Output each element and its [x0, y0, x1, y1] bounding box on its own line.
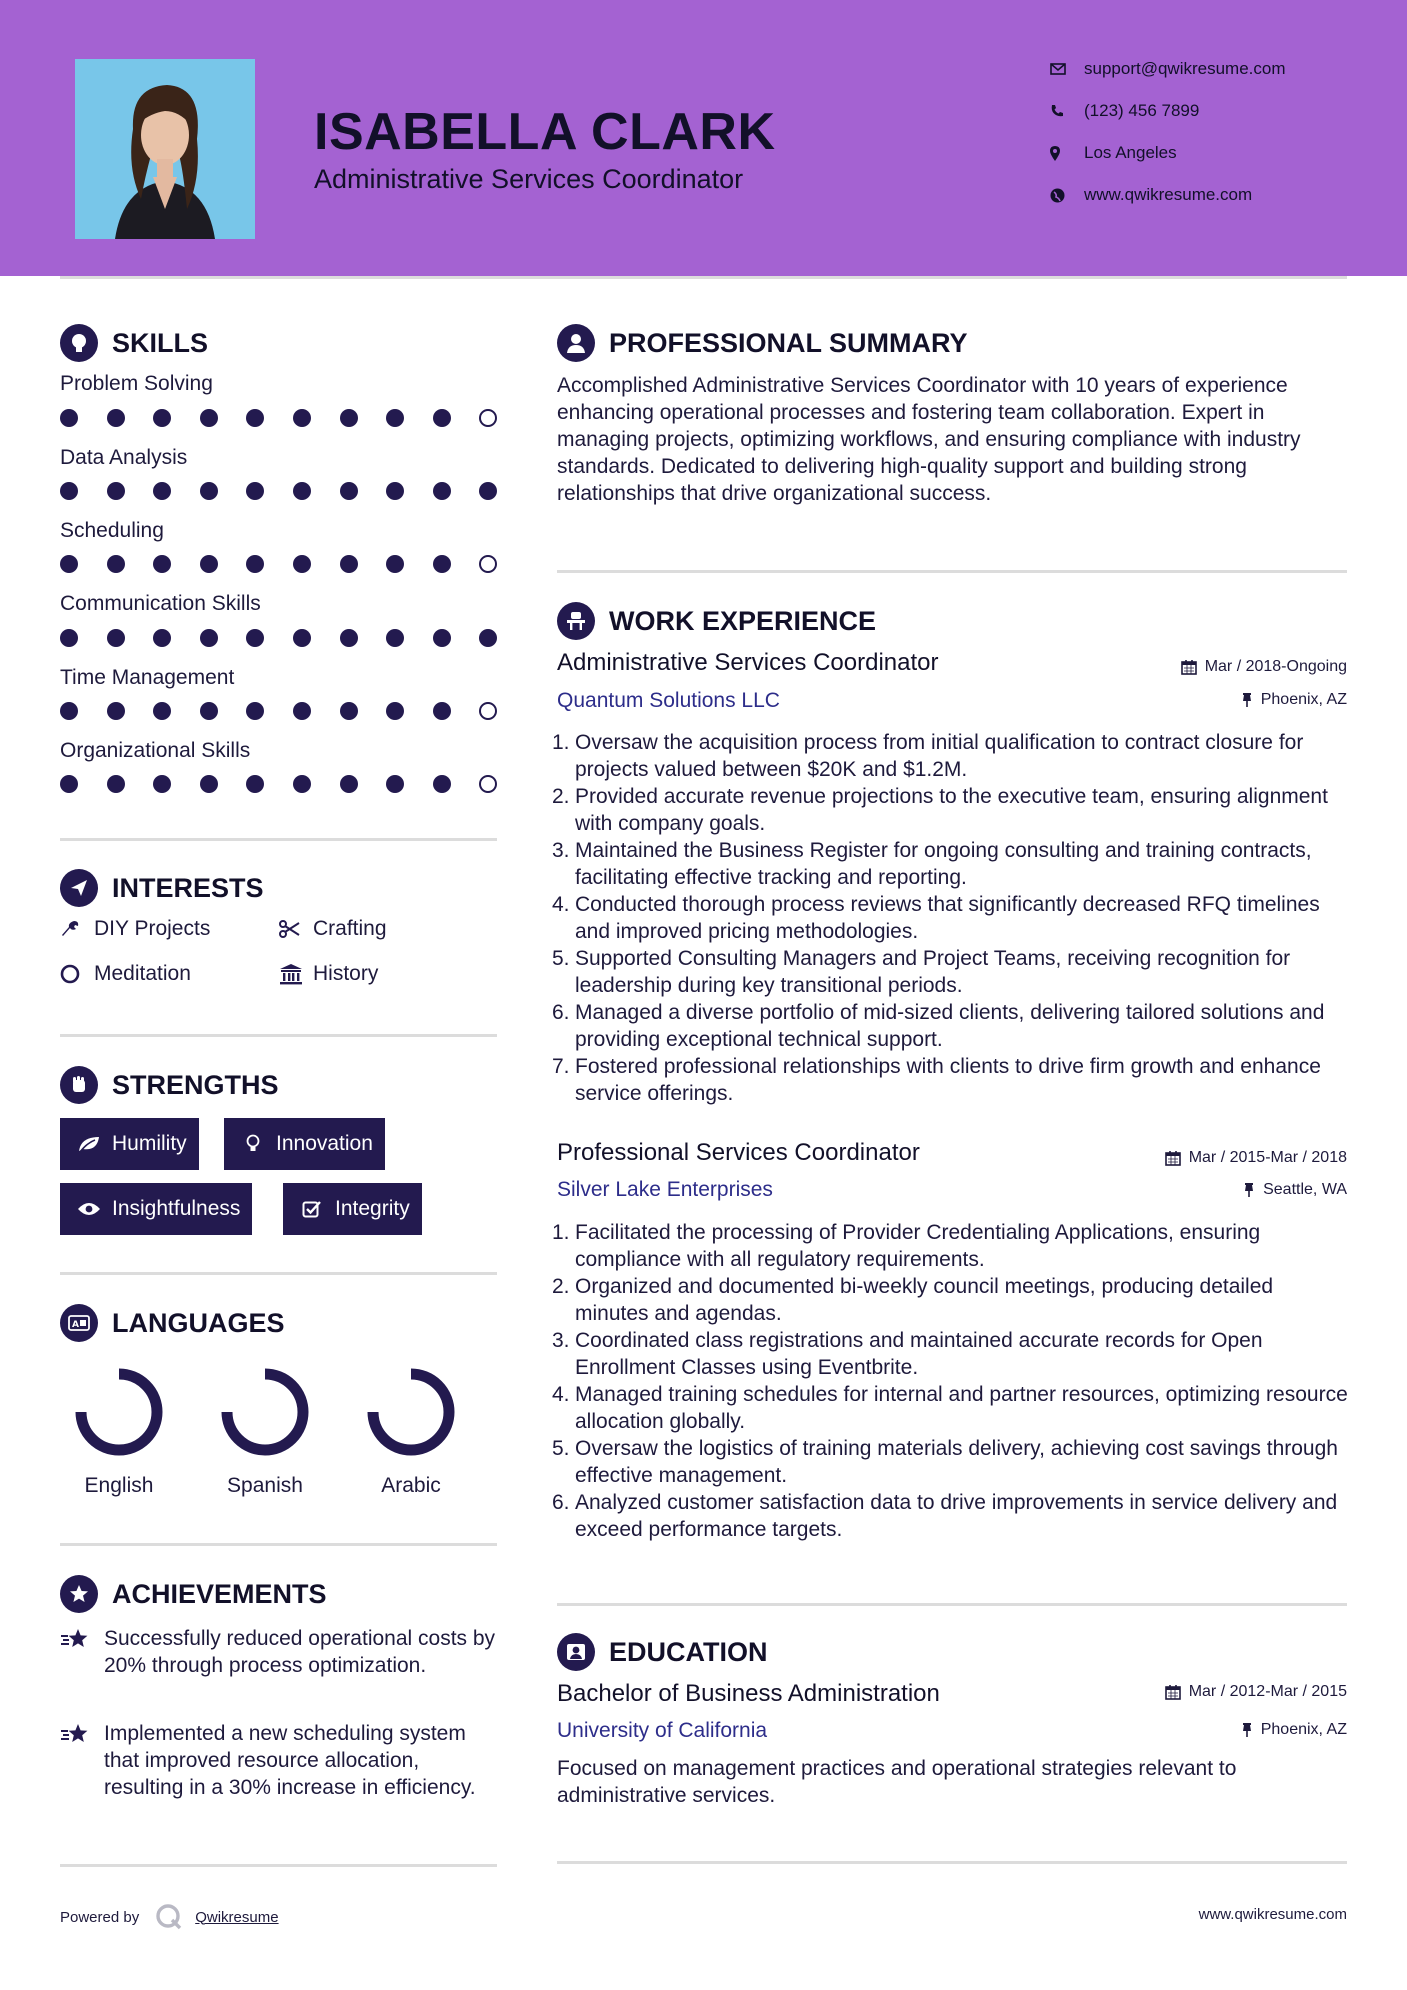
- qwikresume-link[interactable]: Qwikresume: [195, 1908, 279, 1926]
- bullet-text: Analyzed customer satisfaction data to drive improvements in service delivery and exceed performance targets.: [575, 1491, 1338, 1541]
- summary-text: Accomplished Administrative Services Coordinator with 10 years of experience enhancing operational processes and fostering team collaboration. Expert in managing projects, optimizing workflows, and ensuring compliance with industry standards. Dedicated to delivering high-quality support and building strong relationships that drive organizational success.: [557, 374, 1301, 505]
- skill-dot-filled: [60, 629, 78, 647]
- skill-dot-filled: [200, 702, 218, 720]
- languages-title: LANGUAGES: [112, 1307, 285, 1338]
- skill-dot-filled: [200, 775, 218, 793]
- job-bullet: [552, 783, 1352, 837]
- job-bullet: [552, 1219, 1352, 1273]
- skill-dot-filled: [293, 775, 311, 793]
- education-location-text: Phoenix, AZ: [1260, 1721, 1347, 1738]
- job-location-text: Phoenix, AZ: [1260, 691, 1347, 708]
- contact-phone-text: (123) 456 7899: [1084, 101, 1200, 120]
- qwikresume-logo-icon: [155, 1903, 183, 1931]
- skill-dot-empty: [479, 555, 497, 573]
- bullet-text: Fostered professional relationships with clients to drive firm growth and enhance service offerings.: [575, 1055, 1321, 1105]
- interest-label: Meditation: [94, 962, 191, 985]
- graduate-icon: [557, 1633, 595, 1671]
- language-level-arc: [81, 1374, 157, 1450]
- skill-dot-filled: [293, 555, 311, 573]
- bullet-text: Organized and documented bi-weekly council meetings, producing detailed minutes and agendas.: [575, 1275, 1274, 1325]
- strength-tag: [60, 1118, 199, 1170]
- job-bullet: [552, 1053, 1352, 1107]
- leaf-icon: [72, 1135, 106, 1153]
- skill-dot-filled: [153, 629, 171, 647]
- section-divider: [60, 1543, 497, 1546]
- skill-dot-filled: [479, 629, 497, 647]
- bullet-text: Managed training schedules for internal and partner resources, optimizing resource allocation globally.: [575, 1383, 1348, 1433]
- education-school: University of California: [557, 1719, 768, 1742]
- skill-dot-filled: [433, 629, 451, 647]
- skill-dot-filled: [340, 482, 358, 500]
- skill-rating: [60, 629, 500, 649]
- language-dial: [64, 1362, 174, 1462]
- strength-label: Innovation: [276, 1132, 373, 1155]
- bullet-text: Provided accurate revenue projections to the executive team, ensuring alignment with company goals.: [575, 785, 1328, 835]
- skill-dot-filled: [293, 409, 311, 427]
- skill-rating: [60, 775, 500, 795]
- skill-label: Problem Solving: [60, 372, 213, 395]
- skill-dot-filled: [107, 409, 125, 427]
- job-bullet: [552, 1435, 1352, 1489]
- globe-icon: [1050, 188, 1084, 203]
- circle-icon: [60, 964, 94, 984]
- education-location: [1241, 1721, 1347, 1739]
- interest-item: [279, 917, 387, 941]
- footer-website[interactable]: www.qwikresume.com: [1198, 1906, 1347, 1923]
- strength-tag: [60, 1183, 252, 1235]
- skills-title: SKILLS: [112, 327, 209, 358]
- skill-dot-filled: [340, 555, 358, 573]
- powered-by-label: Powered by: [60, 1908, 140, 1926]
- skill-dot-filled: [479, 482, 497, 500]
- strength-tag: [224, 1118, 385, 1170]
- institution-icon: [279, 963, 313, 985]
- header-divider: [60, 276, 1347, 279]
- skill-dot-filled: [386, 482, 404, 500]
- job-company: Quantum Solutions LLC: [557, 689, 780, 712]
- interest-item: [60, 917, 210, 941]
- language-label: Arabic: [381, 1474, 441, 1497]
- contact-website[interactable]: [1050, 180, 1380, 210]
- job-dates-text: Mar / 2018-Ongoing: [1204, 658, 1347, 675]
- experience-heading: [557, 601, 876, 641]
- languages-heading: [60, 1303, 285, 1343]
- language-item: [64, 1362, 174, 1502]
- pushpin-icon: [1241, 692, 1253, 708]
- skill-dot-filled: [60, 555, 78, 573]
- job-bullet: [552, 729, 1352, 783]
- language-dial: [210, 1362, 320, 1462]
- skill-rating: [60, 702, 500, 722]
- language-level-arc: [373, 1374, 449, 1450]
- interest-label: Crafting: [313, 917, 387, 940]
- skill-dot-filled: [340, 702, 358, 720]
- interest-label: History: [313, 962, 379, 985]
- job-dates: [1181, 658, 1347, 676]
- job-bullet: [552, 999, 1352, 1053]
- map-marker-icon: [1050, 146, 1084, 161]
- section-divider: [60, 1272, 497, 1275]
- section-divider: [60, 838, 497, 841]
- skill-dot-empty: [479, 409, 497, 427]
- bullet-number: 1.: [552, 1221, 570, 1244]
- education-title: EDUCATION: [609, 1636, 768, 1667]
- interests-title: INTERESTS: [112, 872, 264, 903]
- skill-dot-empty: [479, 702, 497, 720]
- header-banner: [0, 0, 1407, 276]
- contact-website-text: www.qwikresume.com: [1084, 185, 1253, 204]
- candidate-name: ISABELLA CLARK: [314, 103, 776, 161]
- job-dates-text: Mar / 2015-Mar / 2018: [1188, 1149, 1347, 1166]
- lightbulb-icon: [60, 324, 98, 362]
- section-divider: [60, 1034, 497, 1037]
- skill-label: Organizational Skills: [60, 739, 251, 762]
- achievements-title: ACHIEVEMENTS: [112, 1578, 327, 1609]
- profile-photo: [75, 59, 255, 239]
- bullet-number: 6.: [552, 1491, 570, 1514]
- language-item: [210, 1362, 320, 1502]
- job-location-text: Seattle, WA: [1263, 1181, 1347, 1198]
- star-icon: [60, 1625, 104, 1679]
- lightbulb-icon: [236, 1134, 270, 1154]
- education-degree: Bachelor of Business Administration: [557, 1680, 940, 1707]
- section-divider: [557, 1603, 1347, 1606]
- skill-dot-filled: [433, 775, 451, 793]
- bullet-number: 2.: [552, 1275, 570, 1298]
- skill-dot-filled: [200, 409, 218, 427]
- skill-dot-filled: [386, 409, 404, 427]
- contact-location-text: Los Angeles: [1084, 143, 1177, 162]
- skill-dot-filled: [153, 409, 171, 427]
- contact-location: [1050, 138, 1380, 168]
- job-bullets: [552, 1219, 1352, 1543]
- skill-dot-filled: [153, 482, 171, 500]
- pushpin-icon: [1243, 1182, 1255, 1198]
- skill-label: Scheduling: [60, 519, 164, 542]
- bullet-text: Maintained the Business Register for ongoing consulting and training contracts, facilitating effective tracking and reporting.: [575, 839, 1312, 889]
- skill-label: Time Management: [60, 666, 235, 689]
- bullet-number: 2.: [552, 785, 570, 808]
- bullet-text: Oversaw the logistics of training materials delivery, achieving cost savings through effective management.: [575, 1437, 1338, 1487]
- education-dates-text: Mar / 2012-Mar / 2015: [1188, 1683, 1347, 1700]
- strength-label: Insightfulness: [112, 1197, 241, 1220]
- skill-dot-filled: [107, 482, 125, 500]
- job-location: [1243, 1181, 1347, 1199]
- skill-dot-filled: [200, 555, 218, 573]
- job-company: Silver Lake Enterprises: [557, 1178, 773, 1201]
- achievement-text: Successfully reduced operational costs by 20% through process optimization.: [104, 1627, 496, 1677]
- skills-heading: [60, 323, 208, 363]
- job-bullet: [552, 945, 1352, 999]
- bullet-number: 3.: [552, 839, 570, 862]
- section-divider: [557, 570, 1347, 573]
- language-icon: [60, 1304, 98, 1342]
- education-description: Focused on management practices and operational strategies relevant to administrative services.: [557, 1757, 1237, 1807]
- skill-label: Communication Skills: [60, 592, 261, 615]
- skill-dot-filled: [386, 775, 404, 793]
- skill-rating: [60, 482, 500, 502]
- skill-dot-filled: [340, 629, 358, 647]
- user-icon: [557, 324, 595, 362]
- scissors-icon: [279, 920, 313, 938]
- bullet-text: Oversaw the acquisition process from initial qualification to contract closure for projects valued between $20K and $1.2M.: [575, 731, 1304, 781]
- bullet-text: Managed a diverse portfolio of mid-sized clients, delivering tailored solutions and providing exceptional technical support.: [575, 1001, 1325, 1051]
- job-bullet: [552, 1381, 1352, 1435]
- skill-dot-filled: [386, 629, 404, 647]
- fist-icon: [60, 1066, 98, 1104]
- skill-dot-filled: [153, 702, 171, 720]
- skill-dot-empty: [479, 775, 497, 793]
- interest-item: [60, 962, 191, 986]
- star-icon: [60, 1720, 104, 1801]
- candidate-title: Administrative Services Coordinator: [314, 164, 744, 194]
- phone-icon: [1050, 104, 1084, 118]
- bullet-number: 4.: [552, 1383, 570, 1406]
- job-dates: [1165, 1149, 1347, 1167]
- skill-dot-filled: [60, 775, 78, 793]
- paper-plane-icon: [60, 869, 98, 907]
- language-level-arc: [227, 1374, 303, 1450]
- job-bullet: [552, 1327, 1352, 1381]
- skill-dot-filled: [386, 702, 404, 720]
- skill-dot-filled: [153, 555, 171, 573]
- eye-icon: [72, 1201, 106, 1217]
- skill-dot-filled: [293, 702, 311, 720]
- calendar-icon: [1181, 659, 1197, 675]
- skill-rating: [60, 555, 500, 575]
- svg-text:A: A: [72, 1320, 79, 1330]
- strength-label: Humility: [112, 1132, 187, 1155]
- skill-dot-filled: [200, 482, 218, 500]
- contact-email[interactable]: [1050, 54, 1380, 84]
- bullet-text: Supported Consulting Managers and Project Teams, receiving recognition for leadership during key transitional periods.: [575, 947, 1291, 997]
- education-dates: [1165, 1683, 1347, 1701]
- bullet-number: 5.: [552, 1437, 570, 1460]
- strengths-heading: [60, 1065, 279, 1105]
- bullet-number: 4.: [552, 893, 570, 916]
- strengths-title: STRENGTHS: [112, 1069, 279, 1100]
- strength-label: Integrity: [335, 1197, 410, 1220]
- skill-dot-filled: [246, 409, 264, 427]
- job-bullet: [552, 1489, 1352, 1543]
- skill-dot-filled: [107, 702, 125, 720]
- skill-dot-filled: [60, 482, 78, 500]
- language-item: [356, 1362, 466, 1502]
- footer-powered: [60, 1903, 279, 1931]
- envelope-icon: [1050, 63, 1084, 75]
- skill-dot-filled: [433, 702, 451, 720]
- bullet-text: Facilitated the processing of Provider Credentialing Applications, ensuring compliance with all regulatory requirements.: [575, 1221, 1261, 1271]
- skill-dot-filled: [246, 702, 264, 720]
- language-dial: [356, 1362, 466, 1462]
- skill-dot-filled: [433, 555, 451, 573]
- skill-dot-filled: [293, 629, 311, 647]
- interest-item: [279, 962, 378, 986]
- language-label: English: [84, 1474, 154, 1497]
- skill-dot-filled: [340, 775, 358, 793]
- pushpin-icon: [1241, 1722, 1253, 1738]
- job-bullet: [552, 1273, 1352, 1327]
- interest-label: DIY Projects: [94, 917, 211, 940]
- section-divider: [60, 1864, 497, 1867]
- bullet-number: 3.: [552, 1329, 570, 1352]
- desk-icon: [557, 602, 595, 640]
- bullet-text: Coordinated class registrations and maintained accurate records for Open Enrollment Classes using Eventbrite.: [575, 1329, 1263, 1379]
- calendar-icon: [1165, 1684, 1181, 1700]
- skill-dot-filled: [340, 409, 358, 427]
- experience-title: WORK EXPERIENCE: [609, 605, 877, 636]
- contact-email-text: support@qwikresume.com: [1084, 59, 1286, 78]
- achievement-item: [60, 1720, 500, 1801]
- summary-title: PROFESSIONAL SUMMARY: [609, 327, 968, 358]
- language-label: Spanish: [227, 1474, 303, 1497]
- achievements-heading: [60, 1574, 327, 1614]
- bullet-number: 7.: [552, 1055, 570, 1078]
- contact-phone[interactable]: [1050, 96, 1380, 126]
- job-bullet: [552, 837, 1352, 891]
- skill-dot-filled: [246, 555, 264, 573]
- job-bullet: [552, 891, 1352, 945]
- job-title: Administrative Services Coordinator: [557, 649, 939, 676]
- bullet-number: 5.: [552, 947, 570, 970]
- star-badge-icon: [60, 1575, 98, 1613]
- skill-dot-filled: [246, 775, 264, 793]
- education-heading: [557, 1632, 768, 1672]
- skill-dot-filled: [386, 555, 404, 573]
- skill-dot-filled: [433, 482, 451, 500]
- skill-label: Data Analysis: [60, 446, 188, 469]
- job-bullets: [552, 729, 1352, 1107]
- skill-dot-filled: [60, 702, 78, 720]
- job-location: [1241, 691, 1347, 709]
- skill-dot-filled: [153, 775, 171, 793]
- skill-dot-filled: [293, 482, 311, 500]
- achievement-text: Implemented a new scheduling system that improved resource allocation, resulting in a 30% increase in efficiency.: [104, 1722, 476, 1799]
- summary-heading: [557, 323, 968, 363]
- skill-rating: [60, 409, 500, 429]
- bullet-number: 1.: [552, 731, 570, 754]
- section-divider: [557, 1861, 1347, 1864]
- skill-dot-filled: [107, 629, 125, 647]
- achievement-item: [60, 1625, 500, 1679]
- bullet-number: 6.: [552, 1001, 570, 1024]
- wrench-icon: [60, 919, 94, 939]
- skill-dot-filled: [246, 629, 264, 647]
- checkbox-icon: [295, 1199, 329, 1219]
- skill-dot-filled: [246, 482, 264, 500]
- job-title: Professional Services Coordinator: [557, 1139, 920, 1166]
- skill-dot-filled: [200, 629, 218, 647]
- skill-dot-filled: [107, 555, 125, 573]
- bullet-text: Conducted thorough process reviews that significantly decreased RFQ timelines and improved pricing methodologies.: [575, 893, 1320, 943]
- calendar-icon: [1165, 1150, 1181, 1166]
- skill-dot-filled: [107, 775, 125, 793]
- skill-dot-filled: [60, 409, 78, 427]
- interests-heading: [60, 868, 264, 908]
- strength-tag: [283, 1183, 422, 1235]
- skill-dot-filled: [433, 409, 451, 427]
